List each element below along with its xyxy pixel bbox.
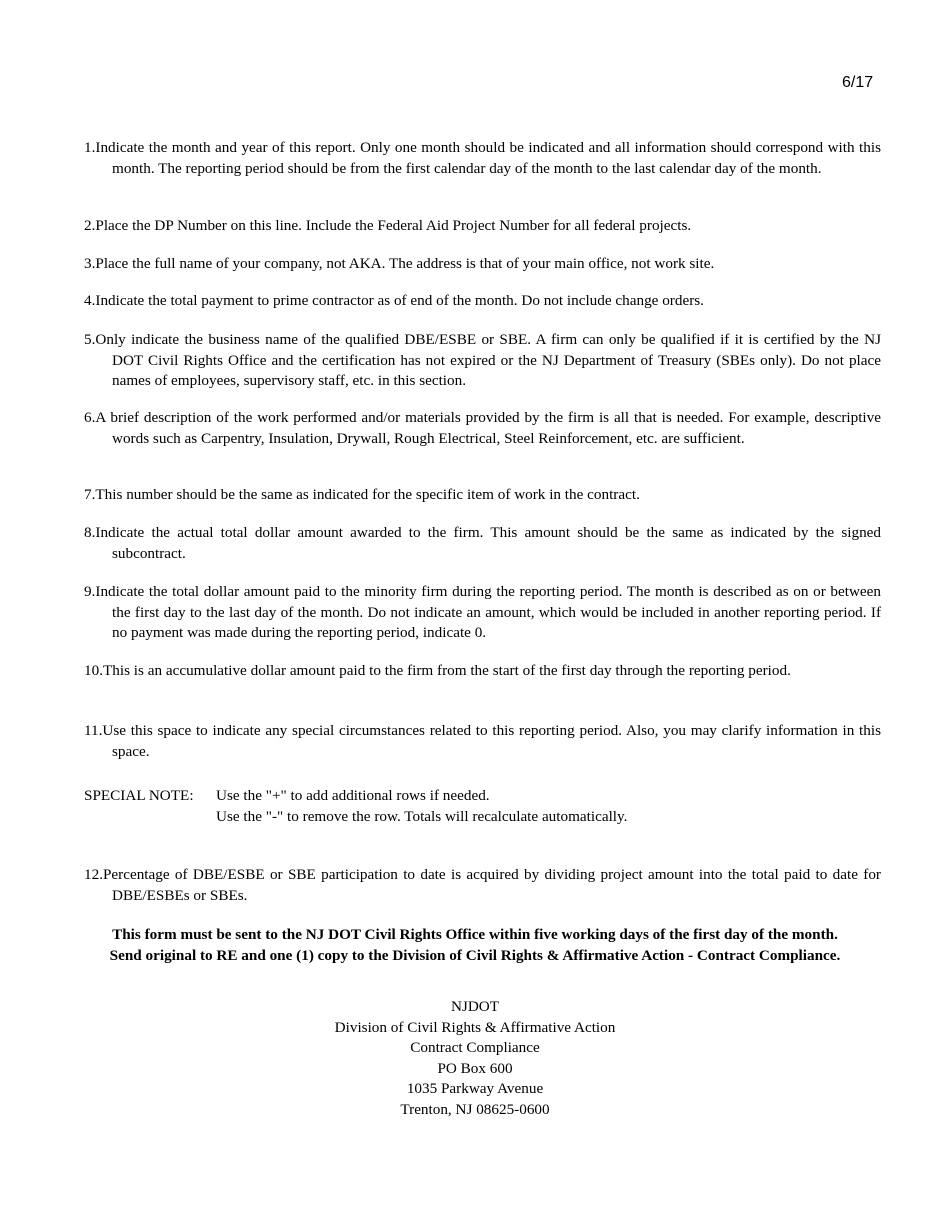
address-org: NJDOT	[450, 998, 500, 1015]
special-note-label: SPECIAL NOTE:	[84, 787, 194, 804]
instruction-2	[84, 216, 881, 237]
special-note	[84, 786, 627, 827]
instruction-9	[84, 582, 881, 644]
instruction-text: Place the full name of your company, not AKA. The address is that of your main office, not work site.	[95, 255, 715, 272]
instruction-text: Indicate the actual total dollar amount awarded to the firm. This amount should be the same as indicated by the signed subcontract.	[95, 524, 881, 562]
instruction-text: A brief description of the work performed and/or materials provided by the firm is all that is needed. For example, descriptive words such as Carpentry, Insulation, Drywall, Rough Electrical, Steel Reinforcement, etc. are sufficient.	[95, 409, 881, 447]
special-note-line-1: Use the "+" to add additional rows if needed.	[216, 787, 490, 804]
instruction-8	[84, 523, 881, 564]
special-note-line-2: Use the "-" to remove the row. Totals will recalculate automatically.	[216, 807, 628, 825]
instruction-5	[84, 330, 881, 392]
instruction-4	[84, 291, 881, 312]
address-street: 1035 Parkway Avenue	[406, 1080, 544, 1097]
page-number: 6/17	[842, 74, 874, 91]
instruction-number: 4.	[84, 292, 96, 309]
instruction-text: This number should be the same as indicated for the specific item of work in the contract.	[95, 486, 640, 503]
instruction-number: 2.	[84, 217, 96, 234]
instruction-number: 5.	[84, 331, 96, 348]
instruction-11	[84, 721, 881, 762]
instruction-10	[84, 661, 881, 682]
instruction-12	[84, 865, 881, 906]
instruction-text: Indicate the total dollar amount paid to the minority firm during the reporting period. The month is described as on or between the first day to the last day of the month. Do not indicate an amount, which would be included in another reporting period. If no payment was made during the reporting period, indicate 0.	[95, 583, 881, 641]
instruction-number: 7.	[84, 486, 96, 503]
instruction-number: 11.	[84, 722, 103, 739]
instruction-text: Percentage of DBE/ESBE or SBE participation to date is acquired by dividing project amount into the total paid to date for DBE/ESBEs or SBEs.	[102, 866, 881, 904]
instruction-number: 12.	[84, 866, 103, 883]
instruction-number: 3.	[84, 255, 96, 272]
instruction-text: Place the DP Number on this line. Include the Federal Aid Project Number for all federal projects.	[95, 217, 692, 234]
instruction-number: 8.	[84, 524, 96, 541]
address-po-box: PO Box 600	[437, 1059, 513, 1077]
instruction-text: Use this space to indicate any special circumstances related to this reporting period. Also, you may clarify information in this space.	[102, 722, 881, 760]
notice-line-2: Send original to RE and one (1) copy to the Division of Civil Rights & Affirmative Action - Contract Compliance.	[109, 946, 841, 964]
instruction-6	[84, 408, 881, 449]
notice-line-1: This form must be sent to the NJ DOT Civil Rights Office within five working days of the first day of the month.	[112, 926, 838, 943]
instruction-text: Indicate the total payment to prime contractor as of end of the month. Do not include change orders.	[95, 292, 704, 309]
instruction-1	[84, 138, 881, 179]
mailing-address	[0, 997, 950, 1120]
address-unit: Contract Compliance	[410, 1039, 540, 1056]
instruction-text: Indicate the month and year of this report. Only one month should be indicated and all information should correspond with this month. The reporting period should be from the first calendar day of the month to the last calendar day of the month.	[95, 139, 881, 177]
instruction-3	[84, 254, 881, 275]
instruction-7	[84, 485, 881, 506]
instruction-number: 1.	[84, 139, 96, 156]
instruction-number: 6.	[84, 409, 96, 426]
address-division: Division of Civil Rights & Affirmative Action	[334, 1018, 616, 1036]
submission-notice	[40, 925, 910, 966]
address-city: Trenton, NJ 08625-0600	[400, 1100, 550, 1118]
instruction-text: This is an accumulative dollar amount paid to the firm from the start of the first day through the reporting period.	[102, 662, 791, 679]
instruction-number: 10.	[84, 662, 103, 679]
instruction-text: Only indicate the business name of the qualified DBE/ESBE or SBE. A firm can only be qualified if it is certified by the NJ DOT Civil Rights Office and the certification has not expired or the NJ Department of Treasury (SBEs only). Do not place names of employees, supervisory staff, etc. in this section.	[95, 331, 881, 389]
instruction-number: 9.	[84, 583, 96, 600]
